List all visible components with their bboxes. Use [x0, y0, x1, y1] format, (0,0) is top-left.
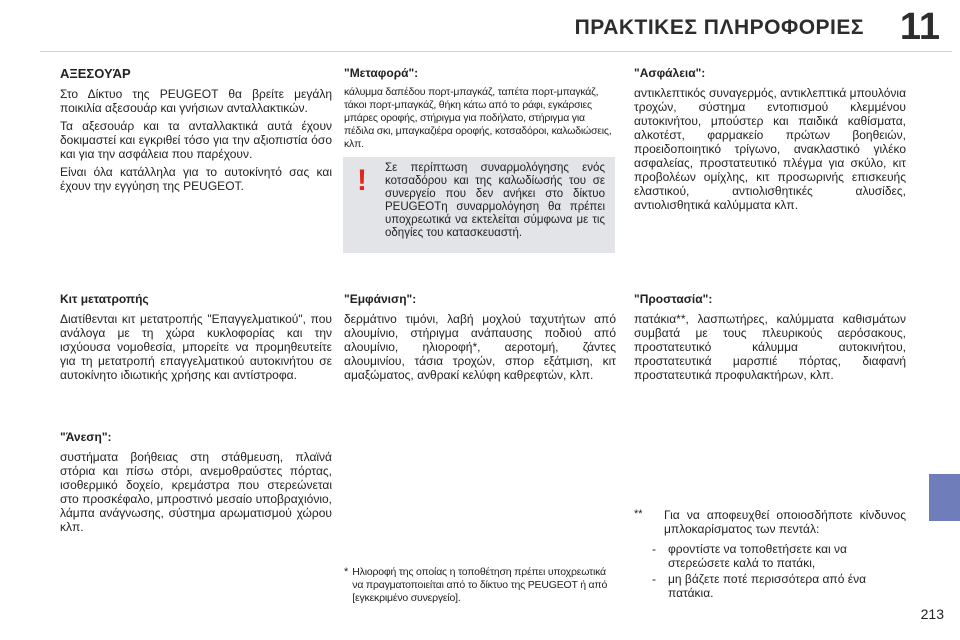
warning-text: Σε περίπτωση συναρμολόγησης ενός κοτσαδόρου και της καλωδίωσής του σε συνεργείο που δεν ανήκει στο δίκτυο PEUGEOTη συναρμολόγηση θα πρέπει υποχρεωτικά να εκτελείται σύμφωνα με τις οδηγίες του κατασκευαστή. — [385, 162, 605, 239]
bullet-dash: - — [652, 572, 656, 586]
footnote-mark: * — [344, 566, 349, 578]
warning-box — [343, 157, 615, 253]
safety-section — [634, 66, 906, 216]
conversion-kit-section — [60, 292, 332, 386]
conversion-kit-heading: Κιτ μετατροπής — [60, 292, 149, 306]
column-left — [60, 66, 332, 197]
safety-heading: "Ασφάλεια": — [634, 66, 706, 80]
exclamation-icon: ! — [357, 164, 367, 197]
footnote-sunroof — [344, 566, 616, 605]
list-item-text: μη βάζετε ποτέ περισσότερα από ένα πατάκια. — [668, 572, 866, 600]
protection-heading: "Προστασία": — [634, 292, 713, 306]
comfort-heading: "Άνεση": — [60, 430, 112, 444]
accessories-heading: ΑΞΕΣΟΥΆΡ — [60, 66, 131, 81]
appearance-heading: "Εμφάνιση": — [344, 292, 417, 306]
list-item-text: φροντίστε να τοποθετήσετε και να στερεώσετε καλά το πατάκι, — [668, 542, 847, 570]
list-item — [652, 572, 906, 600]
page-number: 213 — [920, 606, 944, 622]
footnote-text: Για να αποφευχθεί οποιοσδήποτε κίνδυνος μπλοκαρίσματος των πεντάλ: — [664, 508, 906, 536]
chapter-side-tab — [929, 474, 960, 521]
accessories-paragraph: Είναι όλα κατάλληλα για το αυτοκίνητό σας και έχουν την εγγύηση της PEUGEOT. — [60, 165, 332, 193]
footnote-mark: ** — [634, 508, 643, 520]
transport-section — [344, 66, 616, 151]
footnote-mats — [634, 508, 906, 600]
protection-text: πατάκια**, λασπωτήρες, καλύμματα καθισμάτων συμβατά με τους πλευρικούς αερόσακους, προστατευτικό κάλυμμα αυτοκινήτου, προστατευτικά μαρσπιέ πόρτας, διαφανή προστατευτικά προφυλακτήρων, κλπ. — [634, 312, 906, 382]
transport-text: κάλυμμα δαπέδου πορτ-μπαγκάζ, ταπέτα πορτ-μπαγκάζ, τάκοι πορτ-μπαγκάζ, θήκη κάτω από το ράφι, εγκάρσιες μπάρες οροφής, στήριγμα για ποδήλατο, στήριγμα για πέδιλα σκι, μπαγκαζιέρα οροφής, κοτσαδόροι, καλωδιώσεις, κλπ. — [344, 86, 612, 150]
accessories-paragraph: Τα αξεσουάρ και τα ανταλλακτικά αυτά έχουν δοκιμαστεί και εγκριθεί τόσο για την αξιοπιστία όσο και για την ασφάλεια που παρέχουν. — [60, 119, 332, 161]
protection-section — [634, 292, 906, 386]
conversion-kit-text: Διατίθενται κιτ μετατροπής "Επαγγελματικού", που ανάλογα με τη χώρα κυκλοφορίας και την ισχύουσα νομοθεσία, μπορείτε να προμηθευτείτε για τη μετατροπή επαγγελματικού αυτοκινήτου σε αυτοκίνητο ιδιωτικής χρήσης και αντίστροφα. — [60, 312, 332, 382]
chapter-title: ΠΡΑΚΤΙΚΕΣ ΠΛΗΡΟΦΟΡΙΕΣ — [574, 16, 864, 39]
transport-heading: "Μεταφορά": — [344, 66, 419, 80]
safety-text: αντικλεπτικός συναγερμός, αντικλεπτικά μπουλόνια τροχών, σύστημα εντοπισμού κλεμμένου αυτοκινήτου, μπούστερ και παιδικά καθίσματα, αλκοτέστ, φαρμακείο πρώτων βοηθειών, προειδοποιητικό τρίγωνο, ανακλαστικό γιλέκο ασφαλείας, προστατευτικό πλέγμα για σκύλο, κιτ προβολέων ομίχλης, κιτ προσωρινής επισκευής ελαστικού, αντιολισθητικές αλυσίδες, αντιολισθητικά καλύμματα κλπ. — [634, 86, 907, 212]
footnote-text: Ηλιοροφή της οποίας η τοποθέτηση πρέπει υποχρεωτικά να πραγματοποιείται από το δίκτυο της PEUGEOT ή από [εγκεκριμένο συνεργείο]. — [352, 566, 608, 604]
chapter-number: 11 — [899, 6, 940, 48]
comfort-text: συστήματα βοήθειας στη στάθμευση, πλαϊνά στόρια και πίσω στόρι, ανεμοθραύστες πόρτας, ισοθερμικό δοχείο, κρεμάστρα που στερεώνεται στο προσκέφαλο, μπροστινό μεσαίο υποβραχιόνιο, λάμπα ανάγνωσης, σύστημα αρωματισμού χώρου κλπ. — [60, 450, 332, 534]
appearance-section — [344, 292, 616, 386]
header-divider — [40, 51, 952, 52]
list-item — [652, 542, 906, 570]
appearance-text: δερμάτινο τιμόνι, λαβή μοχλού ταχυτήτων από αλουμίνιο, στήριγμα ανάπαυσης ποδιού από αλουμίνιο, ηλιοροφή*, αεροτομή, ζάντες αλουμινίου, τάσια τροχών, σπορ εξάτμιση, κιτ αμαξώματος, ανθρακί κελύφη καθρεφτών, κλπ. — [344, 312, 616, 382]
accessories-paragraph: Στο Δίκτυο της PEUGEOT θα βρείτε μεγάλη ποικιλία αξεσουάρ και γνήσιων ανταλλακτικών. — [60, 87, 332, 115]
bullet-dash: - — [652, 542, 656, 556]
comfort-section — [60, 430, 332, 538]
